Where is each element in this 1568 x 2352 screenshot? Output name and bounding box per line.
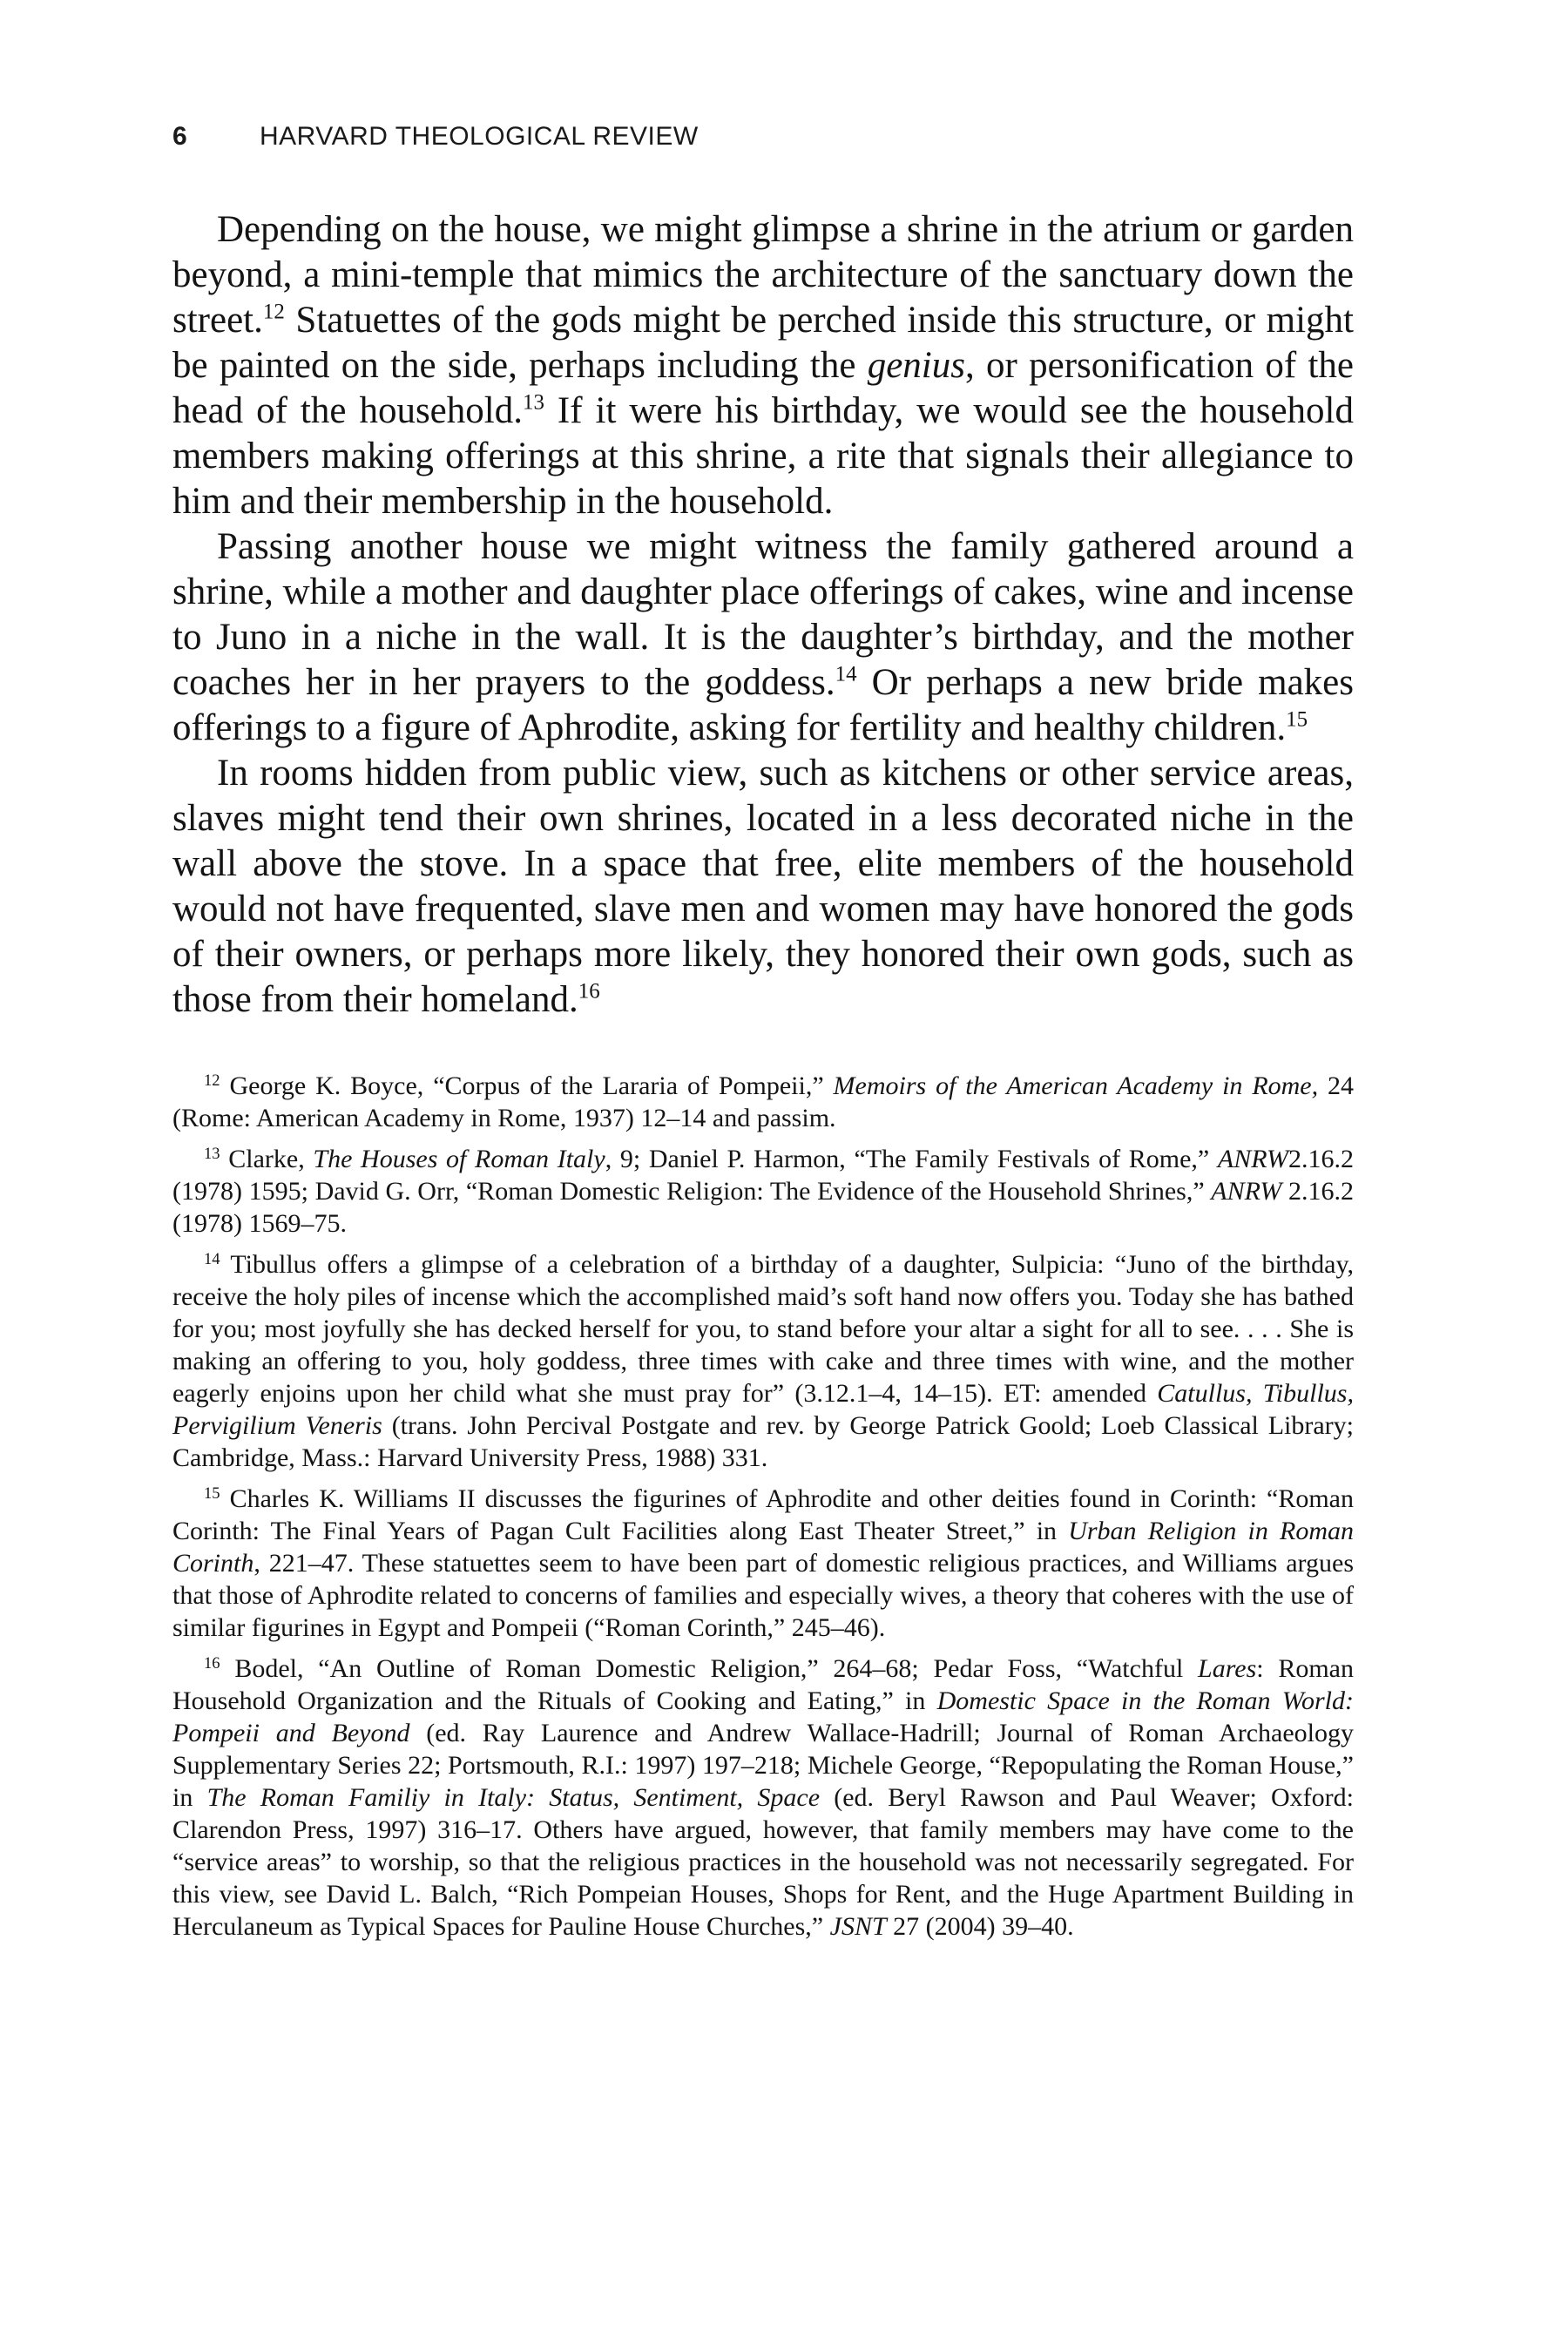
italic-term: genius [867, 345, 965, 386]
footnote-number: 15 [204, 1484, 220, 1503]
italic-title: Domestic Space in the Roman World: Pompeii and Beyond [172, 1686, 1354, 1747]
italic-title: Lares [1198, 1654, 1257, 1683]
text-run: George K. Boyce, “Corpus of the Lararia of Pompeii,” [220, 1071, 834, 1100]
italic-title: Catullus, Tibullus, Pervigilium Veneris [172, 1379, 1354, 1440]
page-number: 6 [172, 122, 188, 151]
text-run: : Roman Household Organization and the Rituals of Cooking and Eating,” in [172, 1654, 1354, 1715]
text-run: , 9; Daniel P. Harmon, “The Family Festivals of Rome,” [605, 1145, 1218, 1173]
paragraph-3 [172, 751, 1354, 1023]
footnote-number: 14 [204, 1249, 220, 1268]
text-run: Clarke, [220, 1145, 314, 1173]
footnote-number: 12 [204, 1071, 220, 1090]
italic-title: JSNT [829, 1912, 887, 1941]
footnote-number: 13 [204, 1144, 220, 1163]
footnote-12 [172, 1070, 1354, 1134]
footnote-14 [172, 1248, 1354, 1474]
journal-title: HARVARD THEOLOGICAL REVIEW [260, 122, 699, 151]
text-run: Passing another house we might witness the family gathered around a shrine, while a mother and daughter place offerings of cakes, wine and incense to Juno in a niche in the wall. It is the daughter’s birthday, and the mother coaches her in her prayers to the goddess. [172, 526, 1354, 703]
footnotes [172, 1070, 1354, 1951]
text-run: Or perhaps a new bride makes offerings to a figure of Aphrodite, asking for fertility and healthy children. [172, 662, 1354, 748]
footnote-ref-14[interactable]: 14 [835, 662, 857, 686]
footnote-15 [172, 1483, 1354, 1644]
text-run: Statuettes of the gods might be perched inside this structure, or might be painted on the side, perhaps including the [172, 300, 1354, 386]
text-run: 2.16.2 (1978) 1569–75. [172, 1177, 1354, 1238]
italic-title: Urban Religion in Roman Corinth [172, 1517, 1354, 1578]
text-run: 2.16.2 (1978) 1595; David G. Orr, “Roman Domestic Religion: The Evidence of the Household Shrines,” [172, 1145, 1354, 1206]
italic-title: The Roman Familiy in Italy: Status, Sentiment, Space [206, 1783, 821, 1812]
footnote-13 [172, 1143, 1354, 1240]
text-run: (ed. Ray Laurence and Andrew Wallace-Hadrill; Journal of Roman Archaeology Supplementary Series 22; Portsmouth, R.I.: 1997) 197–218; Michele George, “Repopulating the Roman House,” in [172, 1719, 1354, 1812]
text-run: Bodel, “An Outline of Roman Domestic Religion,” 264–68; Pedar Foss, “Watchful [220, 1654, 1199, 1683]
text-run: , or personification of the head of the household. [172, 345, 1354, 431]
running-head [172, 122, 1392, 152]
footnote-ref-12[interactable]: 12 [262, 300, 285, 324]
italic-title: Memoirs of the American Academy in Rome, [833, 1071, 1319, 1100]
paragraph-2 [172, 524, 1354, 751]
text-run: (ed. Beryl Rawson and Paul Weaver; Oxford: Clarendon Press, 1997) 316–17. Others have argued, however, that family members may have come to the “service areas” to worship, so that the religious practices in the household was not necessarily segregated. For this view, see David L. Balch, “Rich Pompeian Houses, Shops for Rent, and the Huge Apartment Building in Herculaneum as Typical Spaces for Pauline House Churches,” [172, 1783, 1354, 1941]
paragraph-1 [172, 207, 1354, 524]
italic-title: ANRW [1211, 1177, 1282, 1206]
italic-title: ANRW [1217, 1145, 1288, 1173]
text-run: , 221–47. These statuettes seem to have been part of domestic religious practices, and Williams argues that those of Aphrodite related to concerns of families and especially wives, a theory that coheres with the use of similar figurines in Egypt and Pompeii (“Roman Corinth,” 245–46). [172, 1549, 1354, 1642]
footnote-ref-15[interactable]: 15 [1286, 707, 1308, 732]
footnote-ref-13[interactable]: 13 [522, 390, 544, 415]
text-run: (trans. John Percival Postgate and rev. by George Patrick Goold; Loeb Classical Library; Cambridge, Mass.: Harvard University Press, 1988) 331. [172, 1411, 1355, 1472]
text-run: In rooms hidden from public view, such as kitchens or other service areas, slaves might tend their own shrines, located in a less decorated niche in the wall above the stove. In a space that free, elite members of the household would not have frequented, slave men and women may have honored the gods of their owners, or perhaps more likely, they honored their own gods, such as those from their homeland. [172, 753, 1354, 1020]
text-run: 27 (2004) 39–40. [886, 1912, 1074, 1941]
footnote-number: 16 [204, 1653, 220, 1673]
footnote-16 [172, 1652, 1354, 1943]
text-run: Depending on the house, we might glimpse a shrine in the atrium or garden beyond, a mini-temple that mimics the architecture of the sanctuary down the street. [172, 209, 1354, 341]
text-run: 24 (Rome: American Academy in Rome, 1937) 12–14 and passim. [172, 1071, 1355, 1132]
footnote-ref-16[interactable]: 16 [578, 979, 600, 1004]
italic-title: The Houses of Roman Italy [313, 1145, 605, 1173]
text-run: Tibullus offers a glimpse of a celebration of a birthday of a daughter, Sulpicia: “Juno of the birthday, receive the holy piles of incense which the accomplished maid’s soft hand now offers you. Today she has bathed for you; most joyfully she has decked herself for you, to stand before your altar a sight for all to see. . . . She is making an offering to you, holy goddess, three times with cake and three times with wine, and the mother eagerly enjoins upon her child what she must pray for” (3.12.1–4, 14–15). ET: amended [172, 1250, 1354, 1408]
text-run: Charles K. Williams II discusses the figurines of Aphrodite and other deities found in Corinth: “Roman Corinth: The Final Years of Pagan Cult Facilities along East Theater Street,” in [172, 1484, 1354, 1545]
text-run: If it were his birthday, we would see the household members making offerings at this shrine, a rite that signals their allegiance to him and their membership in the household. [172, 390, 1354, 522]
main-text [172, 207, 1354, 1023]
